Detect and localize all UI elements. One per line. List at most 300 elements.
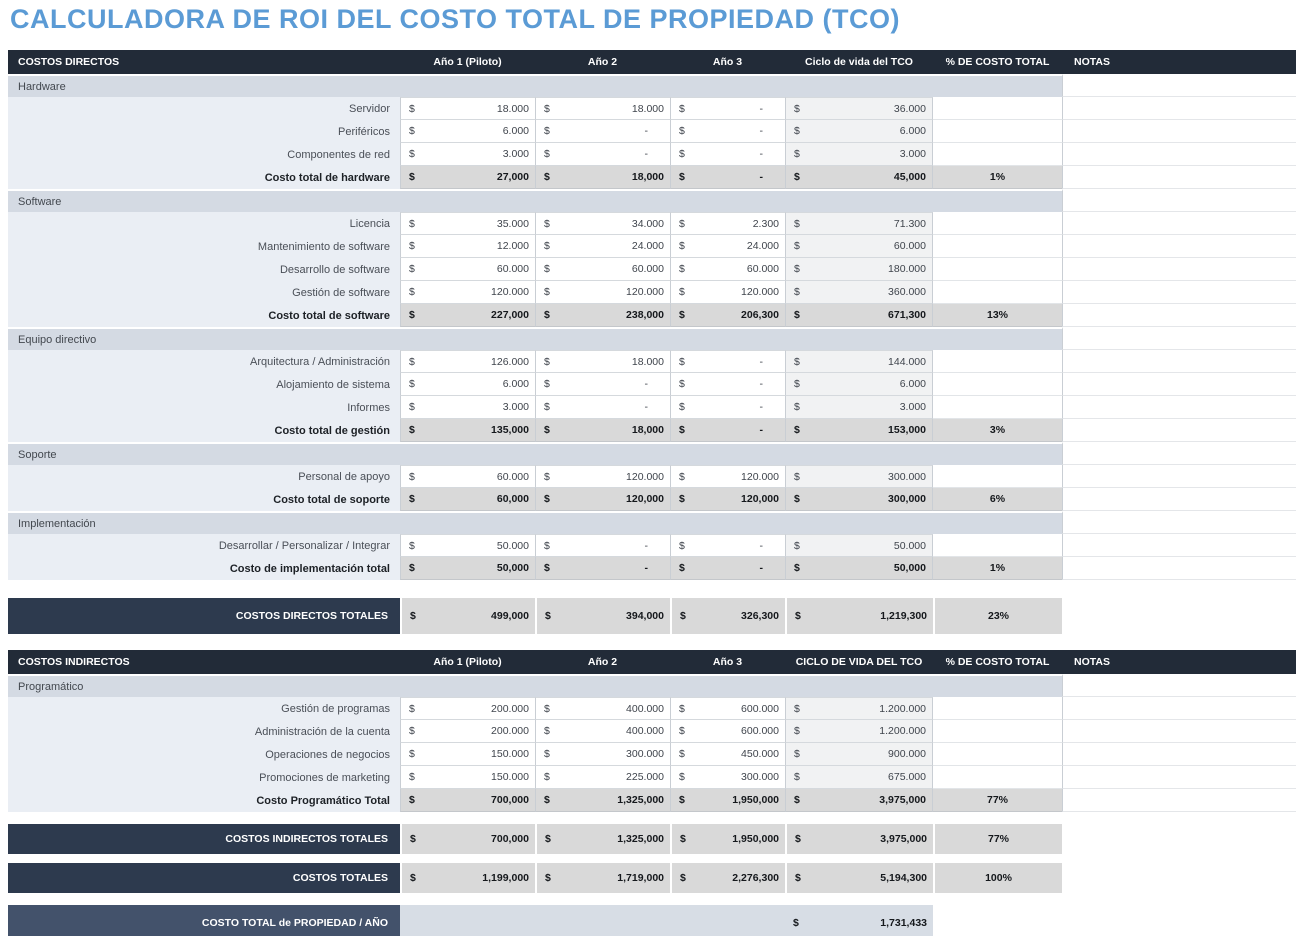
notes-cell	[1062, 598, 1296, 634]
money-cell[interactable]	[670, 534, 785, 557]
total-row-label: Costo de implementación total	[8, 557, 400, 580]
currency-symbol: $	[409, 378, 415, 390]
amount-value: 18.000	[631, 355, 664, 368]
money-cell[interactable]	[670, 373, 785, 396]
money-cell[interactable]	[670, 766, 785, 789]
notes-cell[interactable]	[1062, 419, 1296, 442]
notes-cell[interactable]	[1062, 258, 1296, 281]
currency-symbol: $	[409, 263, 415, 275]
grand-total-label: COSTOS TOTALES	[8, 863, 400, 893]
column-header-notes: NOTAS	[1062, 50, 1296, 74]
row-label: Servidor	[8, 97, 400, 120]
amount-value: 1.200.000	[879, 702, 926, 715]
money-cell[interactable]	[785, 281, 933, 304]
amount-value: 60.000	[496, 263, 529, 275]
amount-value: 180.000	[888, 263, 926, 275]
direct-costs-table	[8, 50, 1296, 580]
amount-value: 6.000	[502, 378, 529, 390]
money-cell[interactable]	[400, 534, 535, 557]
money-cell[interactable]	[400, 281, 535, 304]
money-cell[interactable]	[785, 373, 933, 396]
column-header: Año 1 (Piloto)	[400, 50, 535, 74]
amount-value: 50.000	[893, 539, 926, 552]
amount-value: 18,000	[631, 171, 664, 183]
money-cell[interactable]	[670, 697, 785, 720]
money-cell[interactable]	[400, 766, 535, 789]
amount-value: 3.000	[502, 148, 529, 160]
money-cell	[670, 419, 785, 442]
currency-symbol: $	[794, 470, 800, 483]
money-cell	[400, 419, 535, 442]
amount-value: 50.000	[496, 539, 529, 552]
currency-symbol: $	[409, 562, 415, 574]
money-cell[interactable]	[400, 350, 535, 373]
money-cell[interactable]	[400, 743, 535, 766]
money-cell[interactable]	[535, 766, 670, 789]
money-cell[interactable]	[785, 97, 933, 120]
amount-value: 300.000	[626, 748, 664, 760]
money-cell[interactable]	[535, 697, 670, 720]
currency-symbol: $	[409, 748, 415, 760]
row-label: Periféricos	[8, 120, 400, 143]
money-cell[interactable]	[535, 350, 670, 373]
currency-symbol: $	[679, 240, 685, 252]
grand-total-money-cell	[785, 863, 933, 893]
tco-per-year-value-cell	[785, 905, 933, 936]
percent-cell	[933, 697, 1062, 720]
amount-value: 120.000	[741, 470, 779, 483]
amount-value: 394,000	[626, 610, 664, 622]
indirect-costs-table	[8, 650, 1296, 812]
money-cell	[670, 789, 785, 812]
notes-cell[interactable]	[1062, 373, 1296, 396]
money-cell[interactable]	[400, 120, 535, 143]
percent-cell	[933, 235, 1062, 258]
amount-value: 135,000	[491, 424, 529, 436]
amount-value: 2,276,300	[732, 872, 779, 884]
amount-value: 499,000	[491, 610, 529, 622]
percent-cell	[933, 212, 1062, 235]
money-cell[interactable]	[785, 258, 933, 281]
money-cell[interactable]	[670, 97, 785, 120]
money-cell	[535, 557, 670, 580]
row-label: Personal de apoyo	[8, 465, 400, 488]
amount-value: 60,000	[496, 493, 529, 505]
amount-value: 3.000	[899, 401, 926, 413]
amount-value: 153,000	[888, 424, 926, 436]
total-row-label: Costo total de soporte	[8, 488, 400, 511]
amount-value: 300.000	[888, 470, 926, 483]
money-cell[interactable]	[670, 743, 785, 766]
money-cell[interactable]	[670, 720, 785, 743]
amount-value: 225.000	[626, 771, 664, 783]
money-cell[interactable]	[785, 743, 933, 766]
money-cell[interactable]	[785, 212, 933, 235]
money-cell[interactable]	[535, 373, 670, 396]
money-cell[interactable]	[670, 281, 785, 304]
amount-value: -	[759, 424, 763, 436]
money-cell[interactable]	[785, 143, 933, 166]
amount-value: 1,325,000	[617, 794, 664, 806]
amount-value: 450.000	[741, 748, 779, 760]
money-cell[interactable]	[400, 235, 535, 258]
amount-value: 34.000	[631, 217, 664, 230]
money-cell[interactable]	[535, 534, 670, 557]
amount-value: 60.000	[893, 240, 926, 252]
currency-symbol: $	[544, 470, 550, 483]
amount-value: 60.000	[631, 263, 664, 275]
row-label: Desarrollo de software	[8, 258, 400, 281]
filler-cell	[535, 905, 670, 936]
notes-cell	[1062, 863, 1296, 893]
summary-percent-cell: 23%	[933, 598, 1062, 634]
money-cell	[670, 166, 785, 189]
column-header: Año 1 (Piloto)	[400, 650, 535, 674]
amount-value: 2.300	[752, 217, 779, 230]
notes-cell[interactable]	[1062, 766, 1296, 789]
summary-money-cell	[535, 598, 670, 634]
currency-symbol: $	[794, 102, 800, 115]
amount-value: -	[759, 562, 763, 574]
currency-symbol: $	[679, 355, 685, 368]
currency-symbol: $	[679, 401, 685, 413]
money-cell[interactable]	[785, 396, 933, 419]
row-label: Componentes de red	[8, 143, 400, 166]
row-label: Gestión de programas	[8, 697, 400, 720]
amount-value: 120.000	[741, 286, 779, 298]
currency-symbol: $	[679, 102, 685, 115]
currency-symbol: $	[409, 493, 415, 505]
money-cell[interactable]	[785, 465, 933, 488]
summary-money-cell	[400, 824, 535, 854]
row-label: Informes	[8, 396, 400, 419]
currency-symbol: $	[545, 610, 551, 622]
amount-value: -	[644, 562, 648, 574]
amount-value: 1,731,433	[880, 917, 927, 929]
amount-value: 120,000	[626, 493, 664, 505]
currency-symbol: $	[409, 217, 415, 230]
notes-cell[interactable]	[1062, 235, 1296, 258]
currency-symbol: $	[409, 148, 415, 160]
money-cell[interactable]	[400, 143, 535, 166]
amount-value: 700,000	[491, 794, 529, 806]
money-cell[interactable]	[535, 120, 670, 143]
notes-cell[interactable]	[1062, 674, 1296, 697]
money-cell[interactable]	[785, 120, 933, 143]
money-cell[interactable]	[670, 465, 785, 488]
amount-value: 18,000	[631, 424, 664, 436]
notes-cell[interactable]	[1062, 720, 1296, 743]
percent-cell	[933, 97, 1062, 120]
money-cell	[400, 488, 535, 511]
amount-value: 6.000	[899, 125, 926, 137]
amount-value: 126.000	[491, 355, 529, 368]
amount-value: 144.000	[888, 355, 926, 368]
currency-symbol: $	[679, 725, 685, 737]
currency-symbol: $	[680, 610, 686, 622]
currency-symbol: $	[544, 148, 550, 160]
notes-cell[interactable]	[1062, 281, 1296, 304]
amount-value: 71.300	[893, 217, 926, 230]
grand-total-money-cell	[400, 863, 535, 893]
notes-cell[interactable]	[1062, 189, 1296, 212]
column-header: % DE COSTO TOTAL	[933, 650, 1062, 674]
section-band: Hardware	[8, 74, 1062, 97]
filler-cell	[1062, 905, 1296, 936]
percent-cell	[933, 120, 1062, 143]
amount-value: -	[759, 539, 763, 552]
money-cell[interactable]	[670, 235, 785, 258]
column-header: Año 2	[535, 650, 670, 674]
notes-cell[interactable]	[1062, 534, 1296, 557]
percent-cell	[933, 143, 1062, 166]
amount-value: -	[644, 125, 648, 137]
notes-cell	[1062, 824, 1296, 854]
notes-cell[interactable]	[1062, 557, 1296, 580]
amount-value: 3.000	[899, 148, 926, 160]
amount-value: -	[759, 378, 763, 390]
currency-symbol: $	[679, 493, 685, 505]
amount-value: 227,000	[491, 309, 529, 321]
percent-cell	[933, 766, 1062, 789]
column-header: Año 3	[670, 650, 785, 674]
amount-value: -	[759, 148, 763, 160]
amount-value: 24.000	[631, 240, 664, 252]
amount-value: 120,000	[741, 493, 779, 505]
currency-symbol: $	[679, 702, 685, 715]
currency-symbol: $	[544, 309, 550, 321]
notes-cell[interactable]	[1062, 74, 1296, 97]
percent-cell	[933, 396, 1062, 419]
currency-symbol: $	[795, 833, 801, 845]
money-cell[interactable]	[670, 143, 785, 166]
currency-symbol: $	[409, 539, 415, 552]
currency-symbol: $	[795, 872, 801, 884]
money-cell[interactable]	[400, 212, 535, 235]
percent-cell	[933, 258, 1062, 281]
currency-symbol: $	[544, 493, 550, 505]
money-cell[interactable]	[785, 350, 933, 373]
row-label: Desarrollar / Personalizar / Integrar	[8, 534, 400, 557]
amount-value: 50,000	[893, 562, 926, 574]
amount-value: 360.000	[888, 286, 926, 298]
money-cell[interactable]	[400, 97, 535, 120]
grand-total-percent-cell: 100%	[933, 863, 1062, 893]
currency-symbol: $	[679, 309, 685, 321]
total-row-label: Costo Programático Total	[8, 789, 400, 812]
amount-value: 400.000	[626, 725, 664, 737]
amount-value: 675.000	[888, 771, 926, 783]
money-cell[interactable]	[670, 212, 785, 235]
notes-cell[interactable]	[1062, 789, 1296, 812]
amount-value: -	[759, 355, 763, 368]
notes-cell[interactable]	[1062, 327, 1296, 350]
money-cell[interactable]	[400, 697, 535, 720]
currency-symbol: $	[544, 263, 550, 275]
currency-symbol: $	[679, 562, 685, 574]
amount-value: 671,300	[888, 309, 926, 321]
row-label: Alojamiento de sistema	[8, 373, 400, 396]
notes-cell[interactable]	[1062, 304, 1296, 327]
currency-symbol: $	[679, 286, 685, 298]
money-cell[interactable]	[785, 766, 933, 789]
money-cell[interactable]	[400, 465, 535, 488]
direct-costs-total-row	[8, 598, 1296, 634]
money-cell[interactable]	[785, 697, 933, 720]
money-cell[interactable]	[535, 281, 670, 304]
notes-cell[interactable]	[1062, 465, 1296, 488]
money-cell[interactable]	[400, 373, 535, 396]
amount-value: 900.000	[888, 748, 926, 760]
currency-symbol: $	[794, 725, 800, 737]
amount-value: 1,719,000	[617, 872, 664, 884]
percent-cell	[933, 534, 1062, 557]
money-cell[interactable]	[535, 235, 670, 258]
amount-value: 300,000	[888, 493, 926, 505]
money-cell[interactable]	[535, 258, 670, 281]
notes-cell[interactable]	[1062, 511, 1296, 534]
table-section-title: COSTOS INDIRECTOS	[8, 650, 400, 674]
money-cell[interactable]	[535, 465, 670, 488]
notes-cell[interactable]	[1062, 743, 1296, 766]
summary-money-cell	[785, 824, 933, 854]
amount-value: 18.000	[496, 102, 529, 115]
amount-value: 1.200.000	[879, 725, 926, 737]
amount-value: 326,300	[741, 610, 779, 622]
section-band: Equipo directivo	[8, 327, 1062, 350]
currency-symbol: $	[544, 171, 550, 183]
percent-cell	[933, 465, 1062, 488]
currency-symbol: $	[794, 309, 800, 321]
money-cell	[400, 166, 535, 189]
money-cell[interactable]	[670, 258, 785, 281]
currency-symbol: $	[544, 702, 550, 715]
amount-value: -	[644, 401, 648, 413]
currency-symbol: $	[679, 148, 685, 160]
notes-cell[interactable]	[1062, 442, 1296, 465]
amount-value: 200.000	[491, 702, 529, 715]
row-label: Operaciones de negocios	[8, 743, 400, 766]
notes-cell[interactable]	[1062, 212, 1296, 235]
filler-cell	[933, 905, 1062, 936]
currency-symbol: $	[794, 171, 800, 183]
amount-value: 3,975,000	[880, 833, 927, 845]
money-cell[interactable]	[535, 212, 670, 235]
notes-cell[interactable]	[1062, 488, 1296, 511]
currency-symbol: $	[679, 125, 685, 137]
notes-cell[interactable]	[1062, 350, 1296, 373]
money-cell	[535, 304, 670, 327]
money-cell[interactable]	[535, 743, 670, 766]
notes-cell[interactable]	[1062, 120, 1296, 143]
currency-symbol: $	[544, 748, 550, 760]
money-cell[interactable]	[400, 396, 535, 419]
currency-symbol: $	[544, 378, 550, 390]
amount-value: 18.000	[631, 102, 664, 115]
column-header-notes: NOTAS	[1062, 650, 1296, 674]
currency-symbol: $	[410, 610, 416, 622]
total-row-label: Costo total de software	[8, 304, 400, 327]
amount-value: 27,000	[496, 171, 529, 183]
currency-symbol: $	[679, 424, 685, 436]
money-cell[interactable]	[785, 235, 933, 258]
summary-money-cell	[400, 598, 535, 634]
money-cell[interactable]	[670, 350, 785, 373]
money-cell[interactable]	[535, 720, 670, 743]
currency-symbol: $	[544, 217, 550, 230]
money-cell[interactable]	[400, 720, 535, 743]
amount-value: 45,000	[893, 171, 926, 183]
total-percent-cell: 1%	[933, 166, 1062, 189]
currency-symbol: $	[544, 725, 550, 737]
money-cell[interactable]	[785, 720, 933, 743]
amount-value: 600.000	[741, 702, 779, 715]
currency-symbol: $	[544, 794, 550, 806]
currency-symbol: $	[679, 171, 685, 183]
total-percent-cell: 77%	[933, 789, 1062, 812]
amount-value: 1,950,000	[732, 833, 779, 845]
currency-symbol: $	[794, 125, 800, 137]
currency-symbol: $	[545, 872, 551, 884]
currency-symbol: $	[409, 102, 415, 115]
money-cell[interactable]	[535, 396, 670, 419]
notes-cell[interactable]	[1062, 396, 1296, 419]
notes-cell[interactable]	[1062, 697, 1296, 720]
percent-cell	[933, 350, 1062, 373]
amount-value: -	[644, 378, 648, 390]
currency-symbol: $	[794, 748, 800, 760]
amount-value: 700,000	[491, 833, 529, 845]
money-cell[interactable]	[670, 396, 785, 419]
money-cell[interactable]	[400, 258, 535, 281]
money-cell	[400, 789, 535, 812]
currency-symbol: $	[544, 102, 550, 115]
amount-value: 200.000	[491, 725, 529, 737]
amount-value: 238,000	[626, 309, 664, 321]
total-percent-cell: 6%	[933, 488, 1062, 511]
summary-money-cell	[535, 824, 670, 854]
notes-cell[interactable]	[1062, 143, 1296, 166]
currency-symbol: $	[544, 286, 550, 298]
currency-symbol: $	[679, 217, 685, 230]
notes-cell[interactable]	[1062, 166, 1296, 189]
notes-cell[interactable]	[1062, 97, 1296, 120]
currency-symbol: $	[794, 794, 800, 806]
section-band: Programático	[8, 674, 1062, 697]
total-row-label: Costo total de hardware	[8, 166, 400, 189]
money-cell[interactable]	[535, 143, 670, 166]
currency-symbol: $	[794, 702, 800, 715]
amount-value: 1,199,000	[482, 872, 529, 884]
currency-symbol: $	[794, 401, 800, 413]
total-percent-cell: 13%	[933, 304, 1062, 327]
money-cell	[785, 166, 933, 189]
tco-per-year-label: COSTO TOTAL de PROPIEDAD / AÑO	[8, 905, 400, 936]
money-cell[interactable]	[785, 534, 933, 557]
row-label: Promociones de marketing	[8, 766, 400, 789]
currency-symbol: $	[409, 401, 415, 413]
amount-value: 120.000	[491, 286, 529, 298]
money-cell	[670, 304, 785, 327]
amount-value: 35.000	[496, 217, 529, 230]
currency-symbol: $	[794, 493, 800, 505]
money-cell[interactable]	[670, 120, 785, 143]
money-cell[interactable]	[535, 97, 670, 120]
grand-total-row	[8, 863, 1296, 893]
amount-value: 3,975,000	[879, 794, 926, 806]
column-header: Año 2	[535, 50, 670, 74]
currency-symbol: $	[410, 872, 416, 884]
